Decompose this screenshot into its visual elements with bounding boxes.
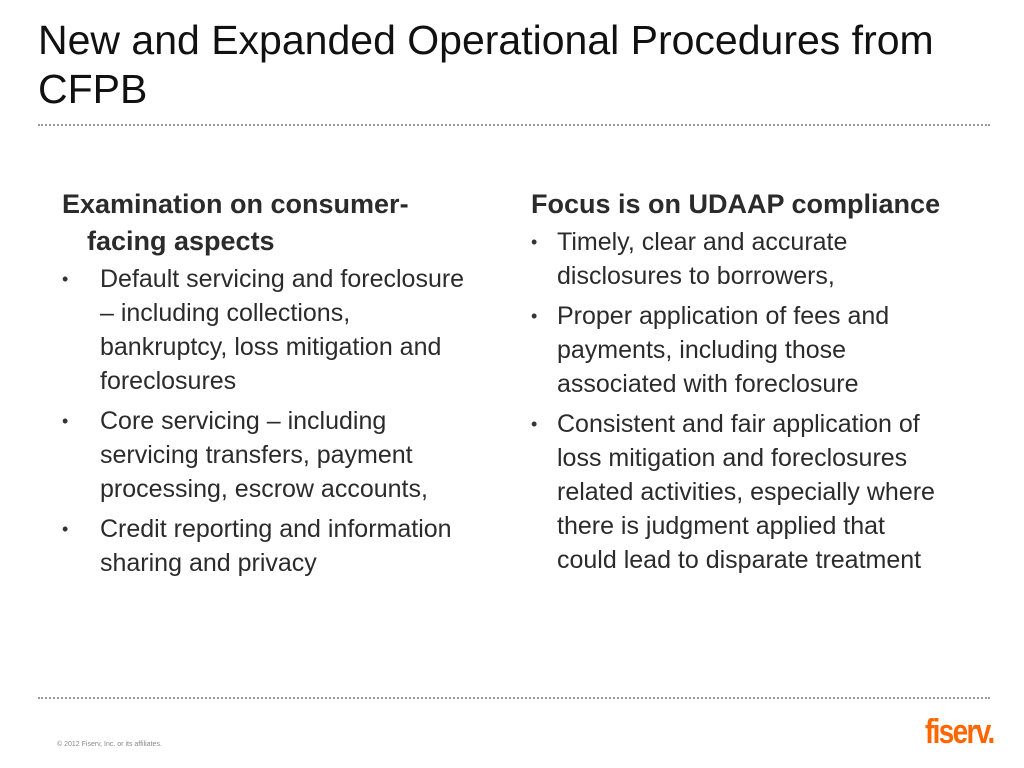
bullet-dot-icon: • <box>62 519 69 539</box>
right-bullet-list <box>531 225 951 577</box>
bullet-dot-icon: • <box>531 306 538 326</box>
left-bullet-text: Default servicing and foreclosure – including collections, bankruptcy, loss mitigation and foreclosures <box>100 265 465 395</box>
fiserv-logo: fiserv. <box>925 713 994 751</box>
left-bullet-item <box>62 262 482 398</box>
right-column <box>531 186 951 583</box>
left-bullet-item <box>62 512 482 580</box>
left-bullet-list <box>62 262 482 580</box>
left-bullet-text: Core servicing – including servicing transfers, payment processing, escrow accounts, <box>100 407 428 503</box>
right-bullet-text: Proper application of fees and payments, including those associated with foreclosure <box>557 302 890 398</box>
left-column <box>62 186 482 586</box>
left-bullet-item <box>62 404 482 506</box>
top-divider <box>38 124 990 126</box>
left-bullet-text: Credit reporting and information sharing and privacy <box>100 515 452 577</box>
copyright-notice: © 2012 Fiserv, Inc. or its affiliates. <box>57 741 162 748</box>
slide-title: New and Expanded Operational Procedures from CFPB <box>38 17 934 112</box>
bullet-dot-icon: • <box>531 232 538 252</box>
left-column-heading: Examination on consumer-facing aspects <box>62 189 409 256</box>
right-bullet-item <box>531 225 951 293</box>
right-column-heading: Focus is on UDAAP compliance <box>531 189 941 219</box>
bottom-divider <box>38 697 990 699</box>
right-bullet-text: Consistent and fair application of loss mitigation and foreclosures related activities, especially where there is judgment applied that could lead to disparate treatment <box>557 410 935 574</box>
right-bullet-item <box>531 407 951 577</box>
right-bullet-text: Timely, clear and accurate disclosures to borrowers, <box>557 228 848 290</box>
bullet-dot-icon: • <box>531 414 538 434</box>
bullet-dot-icon: • <box>62 411 69 431</box>
right-bullet-item <box>531 299 951 401</box>
bullet-dot-icon: • <box>62 269 69 289</box>
